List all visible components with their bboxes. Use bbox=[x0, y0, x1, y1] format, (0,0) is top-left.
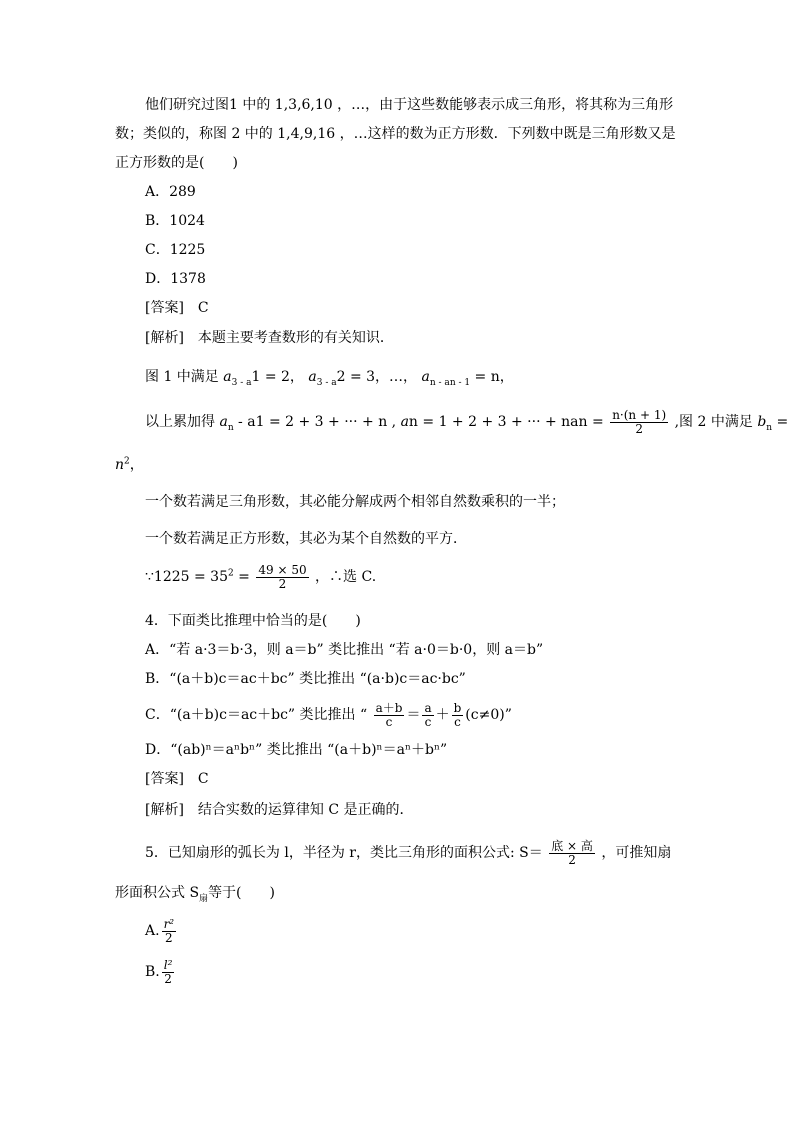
because-end: ，∴选 C. bbox=[315, 569, 377, 585]
p3-n2-line bbox=[115, 455, 144, 475]
p5-suffix: ，可推知扇 bbox=[601, 845, 672, 861]
optc-prefix: C．“(a＋b)c＝ac＋bc” 类比推出 “ bbox=[145, 707, 368, 723]
p5-optA-frac bbox=[162, 918, 177, 945]
p3-stem-line1: 他们研究过图1 中的 1,3,6,10 ，…，由于这些数能够表示成三角形，将其称为三角形 bbox=[145, 97, 674, 113]
fig1-eq2: 3 - a bbox=[316, 377, 337, 388]
p3-option-b: B．1024 bbox=[145, 213, 205, 229]
p3-because-line bbox=[145, 560, 376, 594]
optc-num1: a＋b bbox=[375, 700, 403, 715]
n2-sup: 2 bbox=[124, 456, 130, 467]
fig2-text: ,图 2 中满足 bbox=[674, 414, 753, 430]
p3-option-d: D．1378 bbox=[145, 271, 206, 287]
p3-option-c: C．1225 bbox=[145, 242, 206, 258]
fig1-eq3-sub: n - 1 bbox=[449, 377, 471, 388]
p4-option-a: A．“若 a·3＝b·3，则 a＝b” 类比推出 “若 a·0＝b·0，则 a＝b” bbox=[145, 642, 544, 658]
sum-frac-num: n·(n + 1) bbox=[612, 407, 667, 422]
optc-num3: b bbox=[453, 700, 462, 715]
optc-frac3 bbox=[452, 702, 464, 729]
sum-rhs2: n = 1 + 2 + 3 + ··· + na bbox=[408, 414, 579, 430]
p3-answer: [答案] C bbox=[145, 300, 209, 316]
p4-analysis: [解析] 结合实数的运算律知 C 是正确的． bbox=[145, 802, 414, 818]
p3-stem-line2: 数；类似的，称图 2 中的 1,4,9,16 ，…这样的数为正方形数．下列数中既是三角形数又是 bbox=[115, 126, 676, 142]
p3-fig1-line: 图 1 中满足 $a_{3 - a}1 = 2$， $a_{3 - a}2 = 3$，…， $a_{n - an - 1} = n$， bbox=[145, 369, 514, 388]
p5-optA-num: r² bbox=[163, 916, 175, 931]
p5-optA-label: A. bbox=[145, 923, 160, 939]
fig1-eq3-val: = n， bbox=[470, 369, 514, 385]
p5-optB-frac bbox=[162, 959, 175, 986]
optc-den3: c bbox=[454, 714, 461, 729]
because-den: 2 bbox=[278, 576, 287, 591]
p5-line2-end: 等于( ) bbox=[208, 885, 275, 901]
p3-analysis-intro: [解析] 本题主要考查数形的有关知识． bbox=[145, 330, 394, 346]
p5-line2: 形面积公式 S bbox=[115, 885, 200, 901]
sum-rhs: 1 = 2 + 3 + ··· + n , bbox=[255, 414, 397, 430]
sum-expr: - a bbox=[233, 414, 256, 430]
p5-option-a bbox=[145, 914, 178, 948]
n2-n: n bbox=[115, 457, 125, 473]
p4-option-b: B．“(a＋b)c＝ac＋bc” 类比推出 “(a·b)c＝ac·bc” bbox=[145, 671, 466, 687]
fig1-eq3: n - a bbox=[429, 377, 450, 388]
optc-end: (c≠0)” bbox=[465, 707, 512, 723]
p5-optB-label: B. bbox=[145, 964, 160, 980]
fig1-eq2-val: 2 = 3，…， bbox=[336, 369, 418, 385]
because-eq: = bbox=[233, 569, 255, 585]
optc-den1: c bbox=[385, 714, 393, 729]
p5-optB-num: l² bbox=[163, 957, 173, 972]
p5-optB-den: 2 bbox=[164, 971, 172, 986]
p3-option-a: A．289 bbox=[145, 184, 196, 200]
fig2-eq: = bbox=[772, 414, 789, 430]
fig1-eq1: 3 - a bbox=[231, 377, 252, 388]
p5-option-b bbox=[145, 955, 176, 989]
fig2-sub: n bbox=[766, 422, 773, 433]
p4-option-d: D．“(ab)ⁿ＝aⁿbⁿ” 类比推出 “(a＋b)ⁿ＝aⁿ＋bⁿ” bbox=[145, 742, 448, 758]
p5-formula bbox=[549, 840, 595, 867]
fig1-a: a bbox=[223, 369, 232, 385]
p5-formula-num: 底 × 高 bbox=[551, 838, 593, 853]
n2-comma: ， bbox=[129, 457, 144, 473]
p5-optA-den: 2 bbox=[165, 930, 173, 945]
optc-frac2 bbox=[422, 702, 433, 729]
optc-plus: ＋ bbox=[435, 707, 450, 723]
p5-prefix: 5．已知扇形的弧长为 l，半径为 r，类比三角形的面积公式: S＝ bbox=[145, 845, 543, 861]
p3-square-line: 一个数若满足正方形数，其必为某个自然数的平方． bbox=[145, 531, 467, 547]
because-sup: 2 bbox=[227, 568, 234, 579]
p5-formula-den: 2 bbox=[568, 852, 576, 867]
sum-fraction bbox=[610, 409, 668, 436]
p5-stem-line1 bbox=[145, 836, 671, 870]
p5-sub: 扇 bbox=[199, 893, 209, 904]
p3-stem-line3: 正方形数的是( ) bbox=[115, 155, 238, 171]
fig1-prefix: 图 1 中满足 bbox=[145, 369, 219, 385]
because-fraction bbox=[256, 564, 308, 591]
sum-prefix: 以上累加得 bbox=[145, 414, 215, 430]
fig1-eq1-val: 1 = 2， bbox=[251, 369, 304, 385]
fig2-b: b bbox=[757, 414, 767, 430]
p4-stem: 4．下面类比推理中恰当的是( ) bbox=[145, 613, 361, 629]
optc-frac1 bbox=[374, 702, 405, 729]
p4-option-c bbox=[145, 698, 512, 732]
p3-sum-line: 以上累加得 $a_n - a1 = 2 + 3$ + ··· + n , an = 1 + 2 + 3 + ··· + nan = $\frac{n\cdot(n + 1)}{2}$ ,图 2 中满足 $b_n$ = bbox=[145, 407, 789, 436]
optc-eq: ＝ bbox=[406, 707, 421, 723]
because-prefix: ∵1225 = 35 bbox=[145, 569, 228, 585]
optc-den2: c bbox=[424, 714, 432, 729]
sum-frac-den: 2 bbox=[635, 421, 643, 436]
p5-stem-line2 bbox=[115, 883, 275, 903]
because-num: 49 × 50 bbox=[258, 562, 307, 577]
optc-num2: a bbox=[424, 700, 432, 715]
sum-rhs2-end: n = bbox=[578, 414, 609, 430]
p3-triangle-line: 一个数若满足三角形数，其必能分解成两个相邻自然数乘积的一半； bbox=[145, 494, 565, 510]
p4-answer: [答案] C bbox=[145, 771, 209, 787]
